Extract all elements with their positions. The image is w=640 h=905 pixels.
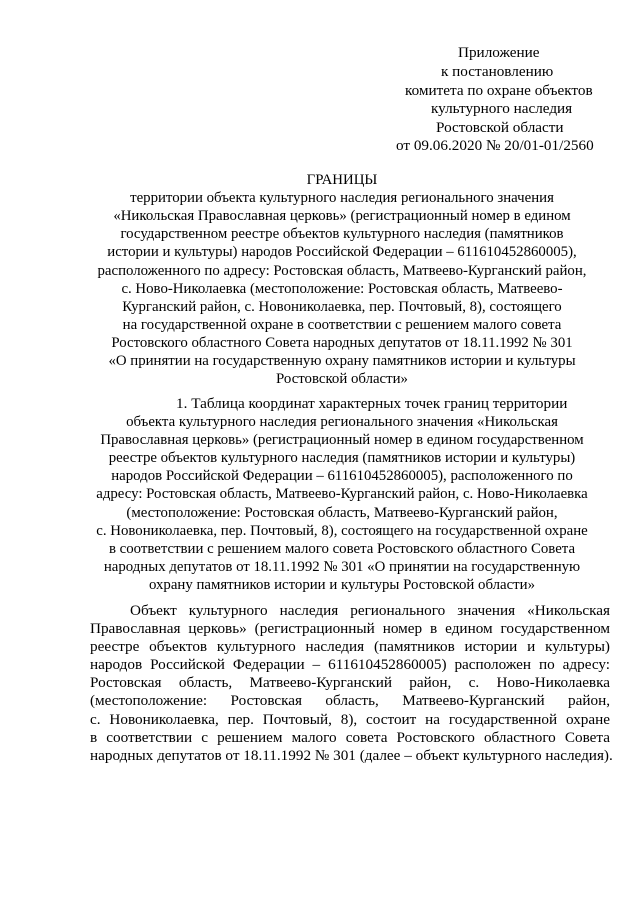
document-title: ГРАНИЦЫ <box>306 172 378 188</box>
paragraph-line: с. Новониколаевка, пер. Почтовый, 8), состоит на государственной охране <box>90 711 610 728</box>
paragraph-line: в соответствии с решением малого совета Ростовского областного Совета <box>90 729 610 746</box>
paragraph-line: Ростовская область, Матвеево-Курганский район, с. Ново-Николаевка <box>90 674 610 691</box>
title-line: расположенного по адресу: Ростовская область, Матвеево-Курганский район, <box>97 263 587 279</box>
title-line: Курганский район, с. Новониколаевка, пер. Почтовый, 8), состоящего <box>122 299 562 315</box>
paragraph-line: Православная церковь» (регистрационный номер в едином государственном <box>90 620 610 637</box>
paragraph-line: народов Российской Федерации – 611610452860005) расположен по адресу: <box>90 656 610 673</box>
appendix-line-2: к постановлению <box>441 63 554 80</box>
appendix-line-4: культурного наследия <box>431 100 573 117</box>
paragraph-line: народных депутатов от 18.11.1992 № 301 (далее – объект культурного наследия). <box>90 747 613 764</box>
title-line: истории и культуры) народов Российской Федерации – 611610452860005), <box>107 244 577 260</box>
title-line: «Никольская Православная церковь» (регистрационный номер в едином <box>113 208 571 224</box>
appendix-date-number: от 09.06.2020 № 20/01-01/2560 <box>396 137 594 154</box>
appendix-line-1: Приложение <box>458 44 540 61</box>
paragraph-line: (местоположение: Ростовская область, Матвеево-Курганский район, <box>90 692 610 709</box>
appendix-line-3: комитета по охране объектов <box>405 82 593 99</box>
title-line: территории объекта культурного наследия регионального значения <box>130 190 554 206</box>
section-1-line: в соответствии с решением малого совета Ростовского областного Совета <box>108 541 576 557</box>
paragraph-line: реестре объектов культурного наследия (памятников истории и культуры) <box>90 638 610 655</box>
section-1-line: объекта культурного наследия регионального значения «Никольская <box>126 414 558 430</box>
title-line: государственном реестре объектов культурного наследия (памятников <box>120 226 564 242</box>
appendix-line-5: Ростовской области <box>436 119 564 136</box>
title-line: Ростовского областного Совета народных депутатов от 18.11.1992 № 301 <box>111 335 573 351</box>
title-line: Ростовской области» <box>276 371 408 387</box>
section-1-line: 1. Таблица координат характерных точек границ территории <box>176 395 568 412</box>
section-1-line: охрану памятников истории и культуры Ростовской области» <box>148 577 536 593</box>
section-1-line: Православная церковь» (регистрационный номер в едином государственном <box>100 432 584 448</box>
section-1-line: народных депутатов от 18.11.1992 № 301 «О принятии на государственную <box>103 559 581 575</box>
section-1-line: адресу: Ростовская область, Матвеево-Курганский район, с. Ново-Николаевка <box>96 486 588 502</box>
title-line: на государственной охране в соответствии с решением малого совета <box>122 317 562 333</box>
section-1-line: реестре объектов культурного наследия (памятников истории и культуры) <box>108 450 576 466</box>
section-1-line: (местоположение: Ростовская область, Матвеево-Курганский район, <box>126 505 558 521</box>
section-1-line: с. Новониколаевка, пер. Почтовый, 8), состоящего на государственной охране <box>96 523 588 539</box>
title-line: с. Ново-Николаевка (местоположение: Ростовская область, Матвеево- <box>121 281 563 297</box>
title-line: «О принятии на государственную охрану памятников истории и культуры <box>108 353 576 369</box>
section-1-line: народов Российской Федерации – 611610452860005), расположенного по <box>111 468 573 484</box>
paragraph-line: Объект культурного наследия регионального значения «Никольская <box>130 602 610 619</box>
